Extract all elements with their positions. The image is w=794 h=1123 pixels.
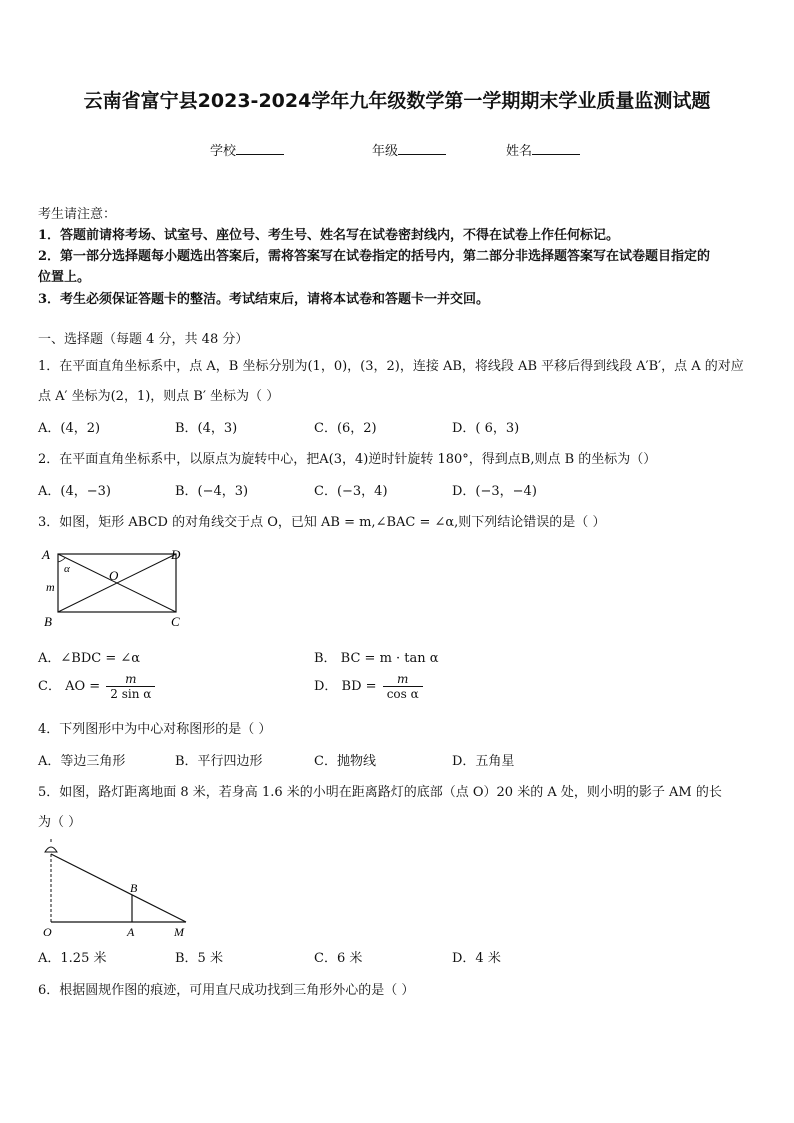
- q4-option-c: C．抛物线: [314, 754, 376, 769]
- rectangle-figure: [36, 543, 196, 633]
- label-o: O: [109, 568, 119, 583]
- q2-option-c: C．(−3，4): [314, 484, 388, 499]
- fraction-denominator: 2 sin α: [110, 687, 152, 701]
- grade-label: 年级: [372, 144, 399, 159]
- label-b: B: [44, 614, 52, 629]
- q5-stem-line2: 为（ ）: [38, 815, 82, 830]
- label-m: m: [46, 580, 55, 594]
- notice-heading: 考生请注意：: [38, 207, 117, 222]
- notice-item: 1．答题前请将考场、试室号、座位号、考生号、姓名写在试卷密封线内，不得在试卷上作任何标记。: [38, 228, 620, 243]
- school-label: 学校: [210, 144, 237, 159]
- grade-blank: [398, 142, 446, 155]
- q3-option-c-fraction: [106, 672, 155, 701]
- label-a: A: [42, 547, 50, 562]
- q1-option-c: C．(6，2): [314, 421, 377, 436]
- q6-stem: 6．根据圆规作图的痕迹，可用直尺成功找到三角形外心的是（ ）: [38, 983, 415, 998]
- q3-option-c-label: C． AO =: [38, 679, 101, 694]
- page-title: 云南省富宁县2023-2024学年九年级数学第一学期期末学业质量监测试题: [83, 90, 711, 112]
- q5-option-b: B．5 米: [175, 951, 223, 966]
- school-field: [210, 140, 284, 159]
- q1-option-d: D．( 6，3): [452, 421, 520, 436]
- label-a: A: [127, 925, 135, 938]
- q4-option-a: A．等边三角形: [38, 754, 126, 769]
- light-ray: [51, 854, 186, 922]
- q1-option-b: B．(4，3): [175, 421, 238, 436]
- grade-field: [372, 140, 446, 159]
- fraction-numerator: m: [106, 672, 155, 687]
- q3-option-b: B． BC = m · tan α: [314, 651, 439, 666]
- q3-option-a: A．∠BDC = ∠α: [38, 651, 141, 666]
- q1-option-a: A．(4，2): [38, 421, 101, 436]
- q1-stem-line1: 1．在平面直角坐标系中，点 A，B 坐标分别为(1，0)，(3，2)，连接 AB，将线段 AB 平移后得到线段 A′B′，点 A 的对应: [38, 359, 744, 374]
- fraction-denominator: cos α: [386, 687, 419, 701]
- q3-option-c: [38, 672, 155, 701]
- name-blank: [532, 142, 580, 155]
- q5-option-c: C．6 米: [314, 951, 363, 966]
- q2-stem: 2．在平面直角坐标系中，以原点为旋转中心，把A(3，4)逆时针旋转 180°，得到点B,则点 B 的坐标为（）: [38, 452, 657, 467]
- school-blank: [236, 142, 284, 155]
- q2-option-b: B．(−4，3): [175, 484, 249, 499]
- fraction-numerator: m: [383, 672, 423, 687]
- streetlight-figure: [36, 838, 196, 938]
- notice-item: 2．第一部分选择题每小题选出答案后，需将答案写在试卷指定的括号内，第二部分非选择题答案写在试卷题目指定的: [38, 249, 711, 264]
- name-label: 姓名: [506, 144, 533, 159]
- name-field: [506, 140, 580, 159]
- label-o: O: [43, 925, 52, 938]
- q3-option-d: [314, 672, 423, 701]
- label-alpha: α: [64, 563, 70, 575]
- q3-option-d-fraction: [383, 672, 423, 701]
- q2-option-d: D．(−3，−4): [452, 484, 537, 499]
- lamp-icon: [45, 847, 57, 852]
- section-heading: 一、选择题（每题 4 分，共 48 分）: [38, 332, 249, 347]
- notice-item: 3．考生必须保证答题卡的整洁。考试结束后，请将本试卷和答题卡一并交回。: [38, 292, 490, 307]
- label-m: M: [174, 925, 184, 938]
- label-b: B: [130, 881, 138, 895]
- q1-stem-line2: 点 A′ 坐标为(2，1)，则点 B′ 坐标为（ ）: [38, 389, 280, 404]
- angle-arc: [58, 558, 65, 562]
- label-c: C: [171, 614, 180, 629]
- q4-option-b: B．平行四边形: [175, 754, 263, 769]
- q4-option-d: D．五角星: [452, 754, 515, 769]
- q3-stem: 3．如图，矩形 ABCD 的对角线交于点 O，已知 AB = m,∠BAC = ∠α,则下列结论错误的是（ ）: [38, 515, 606, 530]
- q5-option-a: A．1.25 米: [38, 951, 107, 966]
- notice-item: 位置上。: [38, 270, 91, 285]
- q4-stem: 4．下列图形中为中心对称图形的是（ ）: [38, 722, 272, 737]
- q2-option-a: A．(4，−3): [38, 484, 111, 499]
- label-d: D: [171, 547, 181, 562]
- q3-option-d-label: D． BD =: [314, 679, 377, 694]
- q5-stem-line1: 5．如图，路灯距离地面 8 米，若身高 1.6 米的小明在距离路灯的底部（点 O）20 米的 A 处，则小明的影子 AM 的长: [38, 785, 722, 800]
- q5-option-d: D．4 米: [452, 951, 501, 966]
